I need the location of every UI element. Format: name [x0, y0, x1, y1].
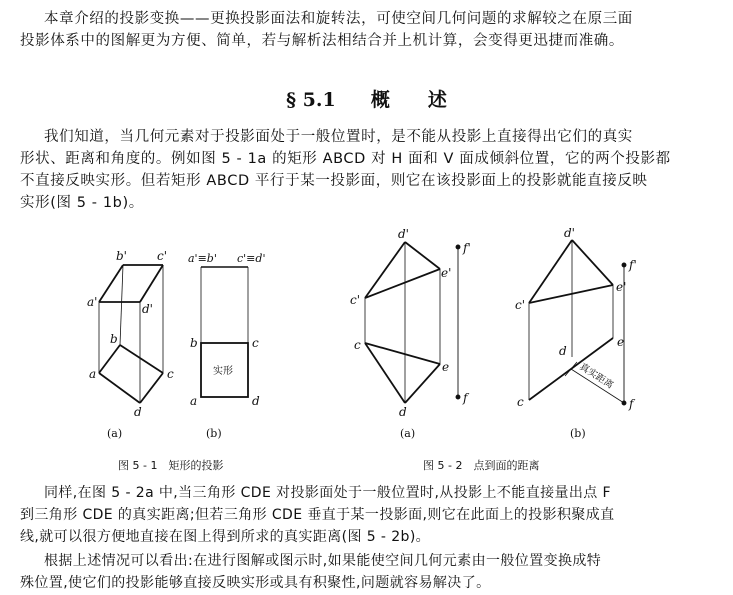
para1-line-2: 形状、距离和角度的。例如图 5 - 1a 的矩形 ABCD 对 H 面和 V 面成倾斜位置，它的两个投影都 — [20, 151, 671, 167]
true-shape-label: 实形 — [213, 366, 233, 377]
label-d-plan: d — [252, 394, 260, 408]
figure-5-1a — [87, 249, 174, 440]
label-c-prime-2a: c' — [350, 293, 361, 307]
fig-5-2b-sublabel: (b) — [570, 427, 586, 440]
label-a: a — [89, 367, 97, 381]
label-c-d-prime: c'≡d' — [237, 252, 266, 265]
label-e-prime-2b: e' — [616, 280, 627, 294]
paragraph-3 — [20, 550, 715, 594]
paragraph-1 — [20, 126, 715, 214]
para1-line-1: 我们知道，当几何元素对于投影面处于一般位置时，是不能从投影上直接得出它们的真实 — [44, 129, 633, 145]
label-e-2b: e — [617, 335, 625, 349]
para2-line-3: 线,就可以很方便地直接在图上得到所求的真实距离(图 5 - 2b)。 — [20, 529, 431, 545]
section-number: § 5.1 — [286, 89, 336, 111]
label-a-prime: a' — [87, 295, 98, 309]
label-c-2b: c — [517, 395, 524, 409]
label-c-prime: c' — [157, 249, 168, 263]
section-heading: 概 述 — [370, 89, 447, 111]
true-distance-label: 真实距离 — [577, 361, 616, 392]
label-f-prime-2b: f' — [629, 258, 637, 272]
intro-line-1: 本章介绍的投影变换——更换投影面法和旋转法，可使空间几何问题的求解较之在原三面 — [44, 11, 633, 27]
label-a-plan: a — [190, 394, 198, 408]
label-a-b-prime: a'≡b' — [188, 252, 217, 265]
intro-paragraph — [20, 8, 715, 52]
label-d-prime: d' — [142, 302, 153, 316]
paragraph-2 — [20, 482, 715, 548]
label-f-2a: f — [463, 391, 468, 405]
para2-line-1: 同样,在图 5 - 2a 中,当三角形 CDE 对投影面处于一般位置时,从投影上不能直接量出点 F — [44, 485, 611, 501]
label-b-plan: b — [190, 336, 198, 350]
label-c-prime-2b: c' — [515, 298, 526, 312]
label-f-prime-2a: f' — [463, 241, 471, 255]
fig-5-1a-sublabel: (a) — [107, 427, 123, 440]
fig-5-1-caption: 图 5 - 1 矩形的投影 — [118, 459, 224, 472]
figure-5-1b — [188, 252, 265, 440]
fig-5-2a-sublabel: (a) — [400, 427, 416, 440]
label-b: b — [110, 332, 118, 346]
intro-line-2: 投影体系中的图解更为方便、简单，若与解析法相结合并上机计算，会变得更迅捷而准确。 — [20, 33, 624, 49]
fig-5-1b-sublabel: (b) — [206, 427, 222, 440]
figure-5-2a — [350, 227, 471, 440]
label-e-2a: e — [442, 360, 450, 374]
para1-line-3: 不直接反映实形。但若矩形 ABCD 平行于某一投影面，则它在该投影面上的投影就能直接反映 — [20, 173, 648, 189]
label-d: d — [134, 405, 142, 419]
figures — [0, 225, 733, 475]
label-d-prime-2b: d' — [564, 226, 575, 240]
label-e-prime-2a: e' — [441, 266, 452, 280]
label-d-2b: d — [559, 344, 567, 358]
para3-line-2: 殊位置,使它们的投影能够直接反映实形或具有积聚性,问题就容易解决了。 — [20, 575, 491, 591]
label-f-2b: f — [629, 397, 634, 411]
label-c: c — [167, 367, 174, 381]
fig-5-2-caption: 图 5 - 2 点到面的距离 — [423, 459, 540, 472]
para1-line-4: 实形(图 5 - 1b)。 — [20, 195, 144, 211]
figure-5-2b — [515, 226, 637, 440]
label-b-prime: b' — [116, 249, 127, 263]
para3-line-1: 根据上述情况可以看出:在进行图解或图示时,如果能使空间几何元素由一般位置变换成特 — [44, 553, 602, 569]
section-title — [0, 85, 733, 112]
label-c-plan: c — [252, 336, 259, 350]
para2-line-2: 到三角形 CDE 的真实距离;但若三角形 CDE 垂直于某一投影面,则它在此面上的投影积聚成直 — [20, 507, 615, 523]
label-d-2a: d — [399, 405, 407, 419]
label-d-prime-2a: d' — [398, 227, 409, 241]
label-c-2a: c — [354, 338, 361, 352]
